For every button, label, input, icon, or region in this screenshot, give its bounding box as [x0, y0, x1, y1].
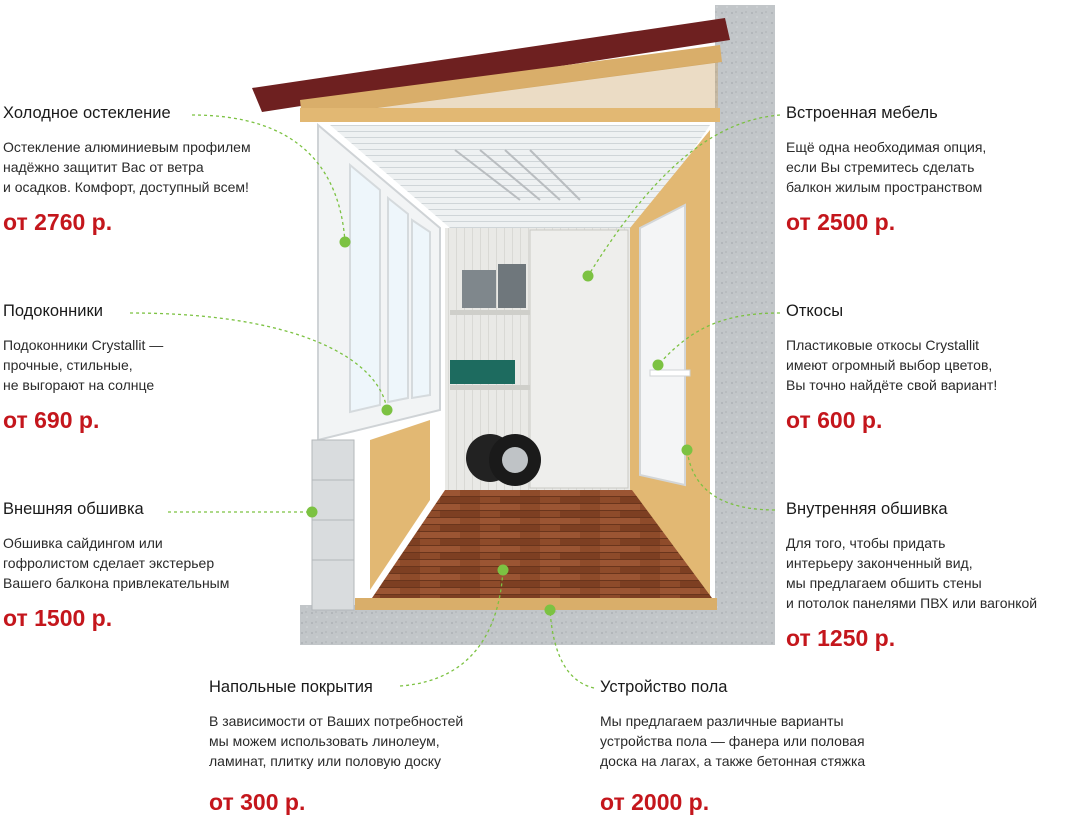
desc-line: В зависимости от Ваших потребностей	[209, 713, 464, 729]
desc-line: мы можем использовать линолеум,	[209, 733, 440, 749]
callout-desc	[786, 335, 997, 395]
callout-title: Холодное остекление	[3, 104, 171, 122]
callout-price: от 1250 р.	[786, 625, 896, 651]
toolbox	[450, 360, 515, 384]
shelf-1	[450, 310, 530, 315]
glass-pane-3	[412, 220, 430, 398]
desc-line: Для того, чтобы придать	[786, 535, 946, 551]
desc-line: если Вы стремитесь сделать	[786, 159, 975, 175]
callout-desc	[786, 533, 1037, 613]
desc-line: интерьеру законченный вид,	[786, 555, 973, 571]
desc-line: Вашего балкона привлекательным	[3, 575, 230, 591]
desc-line: ламинат, плитку или половую доску	[209, 753, 442, 769]
desc-line: и потолок панелями ПВХ или вагонкой	[786, 595, 1038, 611]
callout-floor-covering	[209, 678, 463, 816]
callout-price: от 690 р.	[3, 407, 100, 433]
callout-price: от 300 р.	[209, 789, 306, 815]
desc-line: надёжно защитит Вас от ветра	[3, 159, 204, 175]
callout-title: Напольные покрытия	[209, 678, 373, 696]
storage-box-1	[462, 270, 496, 308]
callout-desc	[3, 137, 251, 197]
ground-slab	[300, 605, 775, 645]
callout-desc	[786, 137, 986, 197]
desc-line: Мы предлагаем различные варианты	[600, 713, 844, 729]
callout-cold-glazing	[3, 104, 251, 236]
callout-price: от 2500 р.	[786, 209, 896, 235]
callout-price: от 1500 р.	[3, 605, 113, 631]
callout-slopes	[786, 302, 997, 434]
floor-joists	[355, 598, 717, 610]
desc-line: Ещё одна необходимая опция,	[786, 139, 987, 155]
callout-desc	[600, 711, 865, 771]
desc-line: не выгорают на солнце	[3, 377, 155, 393]
outer-blocks	[312, 440, 354, 610]
roof-rail	[300, 108, 720, 122]
desc-line: прочные, стильные,	[3, 357, 133, 373]
desc-line: Обшивка сайдингом или	[3, 535, 163, 551]
callout-outer-cladding	[3, 500, 229, 632]
desc-line: имеют огромный выбор цветов,	[786, 357, 993, 373]
desc-line: гофролистом сделает экстерьер	[3, 555, 215, 571]
desc-line: устройства пола — фанера или половая	[600, 733, 865, 749]
desc-line: балкон жилым пространством	[786, 179, 983, 195]
desc-line: и осадков. Комфорт, доступный всем!	[3, 179, 249, 195]
glass-pane-1	[350, 165, 380, 412]
callout-price: от 2000 р.	[600, 789, 710, 815]
desc-line: Остекление алюминиевым профилем	[3, 139, 251, 155]
desc-line: Подоконники Crystallit —	[3, 337, 164, 353]
callout-title: Подоконники	[3, 302, 103, 320]
callout-builtin-furniture	[786, 104, 986, 236]
callout-floor-device	[600, 678, 865, 816]
callout-price: от 600 р.	[786, 407, 883, 433]
window-sill-right	[650, 370, 690, 376]
callout-title: Внутренняя обшивка	[786, 500, 948, 518]
building-wall	[715, 5, 775, 645]
shelf-2	[450, 385, 530, 390]
callout-title: Внешняя обшивка	[3, 500, 144, 518]
callout-price: от 2760 р.	[3, 209, 113, 235]
callout-title: Устройство пола	[600, 678, 728, 696]
callout-title: Встроенная мебель	[786, 104, 938, 122]
closet-door	[530, 230, 628, 488]
desc-line: доска на лагах, а также бетонная стяжка	[600, 753, 866, 769]
callout-desc	[209, 711, 463, 771]
callout-desc	[3, 533, 229, 593]
callout-inner-cladding	[786, 500, 1037, 652]
desc-line: мы предлагаем обшить стены	[786, 575, 982, 591]
desc-line: Вы точно найдёте свой вариант!	[786, 377, 998, 393]
storage-box-2	[498, 264, 526, 308]
callout-sills	[3, 302, 163, 434]
callout-title: Откосы	[786, 302, 844, 320]
desc-line: Пластиковые откосы Crystallit	[786, 337, 980, 353]
glass-pane-2	[388, 198, 408, 402]
callout-desc	[3, 335, 163, 395]
